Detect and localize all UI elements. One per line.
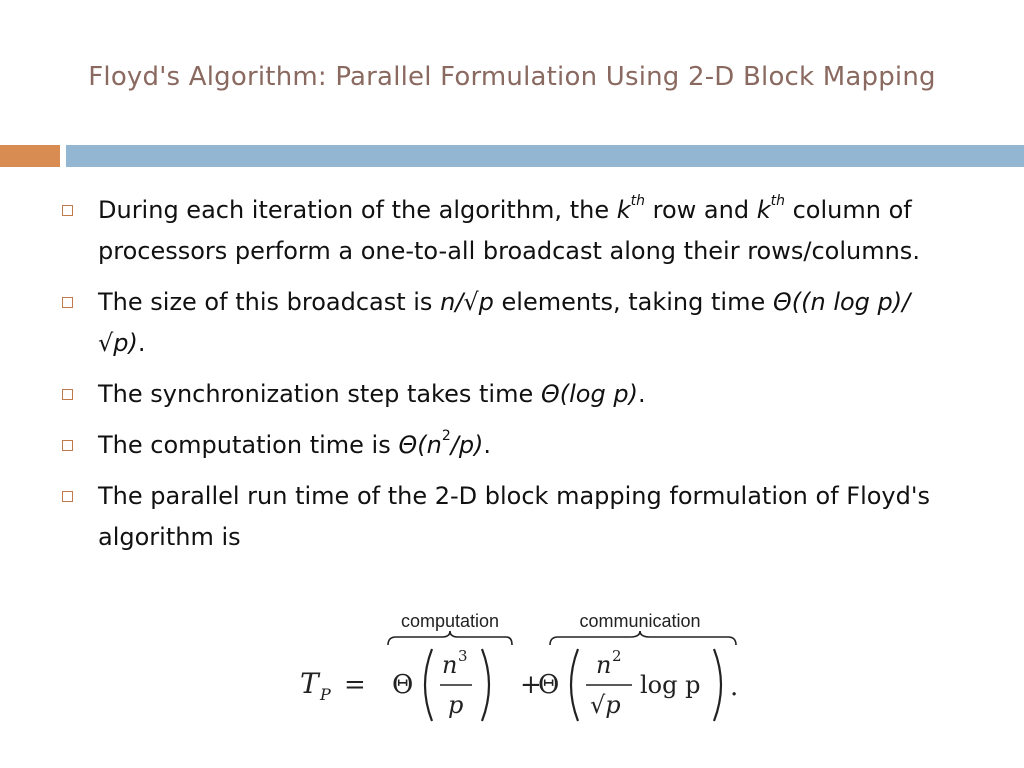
- theta-1: Θ: [392, 670, 414, 700]
- term2-exponent: 2: [612, 647, 622, 665]
- accent-bar-orange: [0, 145, 60, 167]
- runtime-formula: [300, 605, 760, 735]
- computation-label: computation: [400, 611, 500, 631]
- formula-equals: =: [344, 670, 366, 700]
- paren-left-2: [571, 649, 578, 721]
- term1-numerator: n: [442, 651, 458, 679]
- communication-label: communication: [579, 611, 701, 631]
- accent-bar-blue: [66, 145, 1024, 167]
- square-bullet-icon: [62, 297, 73, 308]
- formula-period: .: [730, 672, 739, 702]
- overbrace-computation: [388, 631, 512, 645]
- bullet-item: The size of this broadcast is n/√p elements, taking time Θ((n log p)/ √p).: [62, 282, 962, 364]
- theta-2: Θ: [538, 670, 560, 700]
- formula-lhs: T: [300, 667, 319, 700]
- bullet-item: During each iteration of the algorithm, the $k^{th}$ row and $k^{th}$ column of processors perform a one-to-all broadcast along their rows/columns.: [62, 190, 962, 272]
- slide-title: Floyd's Algorithm: Parallel Formulation Using 2-D Block Mapping: [88, 62, 936, 92]
- term1-exponent: 3: [458, 647, 468, 665]
- square-bullet-icon: [62, 491, 73, 502]
- term2-log: log p: [640, 671, 701, 699]
- bullet-item: The synchronization step takes time Θ(log p).: [62, 374, 962, 415]
- paren-left-1: [425, 649, 432, 721]
- paren-right-1: [482, 649, 489, 721]
- term1-denominator: p: [448, 691, 464, 719]
- bullet-list: [62, 190, 962, 568]
- bullet-item: The parallel run time of the 2-D block mapping formulation of Floyd's algorithm is: [62, 476, 962, 558]
- formula-svg: [300, 605, 760, 735]
- square-bullet-icon: [62, 389, 73, 400]
- term2-numerator: n: [596, 651, 612, 679]
- bullet-item: The computation time is $\Theta(n^2/p)$.: [62, 425, 962, 466]
- formula-lhs-sub: P: [320, 685, 331, 704]
- square-bullet-icon: [62, 440, 73, 451]
- square-bullet-icon: [62, 205, 73, 216]
- term2-denominator: √p: [590, 691, 621, 719]
- overbrace-communication: [550, 631, 736, 645]
- paren-right-2: [714, 649, 721, 721]
- formula-plus: +: [520, 670, 542, 700]
